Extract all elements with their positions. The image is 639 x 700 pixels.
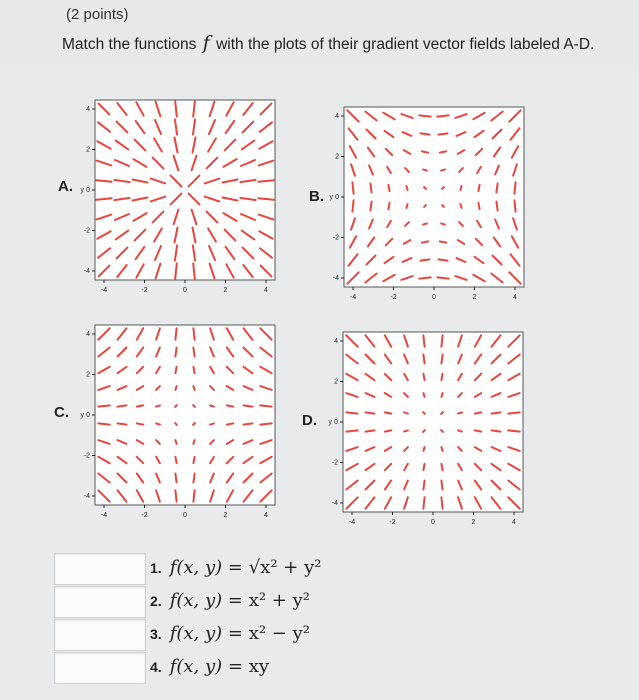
vector-arrow xyxy=(441,481,442,490)
y-tick-label: 2 xyxy=(335,153,339,161)
x-tick-label: 0 xyxy=(183,287,187,294)
vector-arrow xyxy=(244,423,253,424)
vector-arrow xyxy=(441,223,445,224)
vector-arrow xyxy=(460,186,461,190)
vector-arrow xyxy=(460,204,461,208)
vector-arrow xyxy=(193,474,194,483)
vector-arrow xyxy=(175,490,176,501)
vector-arrow xyxy=(441,447,442,451)
vector-field-plot-a xyxy=(80,95,280,305)
vector-arrow xyxy=(441,355,442,364)
vector-arrow xyxy=(370,184,371,193)
vector-arrow xyxy=(175,405,177,407)
vector-arrow xyxy=(423,464,424,470)
vector-arrow xyxy=(496,184,497,193)
answer-input-1[interactable] xyxy=(54,553,146,585)
vector-arrow xyxy=(352,200,353,211)
equation-rhs: x² − y² xyxy=(248,623,310,644)
vector-arrow xyxy=(175,423,177,425)
vector-arrow xyxy=(440,151,446,152)
y-tick-label: 2 xyxy=(334,378,338,386)
vector-arrow xyxy=(210,423,214,424)
y-tick-label: 0 xyxy=(334,419,338,426)
vector-arrow xyxy=(423,497,424,508)
vector-arrow xyxy=(193,423,195,425)
vector-arrow xyxy=(508,430,519,431)
x-tick-label: 2 xyxy=(223,287,228,294)
vector-arrow xyxy=(175,457,176,463)
vector-arrow xyxy=(496,202,497,211)
x-tick-label: 2 xyxy=(472,294,477,301)
vector-arrow xyxy=(423,430,425,432)
y-axis-label: y xyxy=(328,419,332,426)
vector-arrow xyxy=(440,241,446,242)
plot-a-svg xyxy=(80,95,280,305)
vector-arrow xyxy=(475,412,481,413)
equation-number: 4. xyxy=(150,659,162,675)
vector-arrow xyxy=(475,430,481,431)
equation-number: 3. xyxy=(150,626,162,642)
equation-1 xyxy=(150,557,321,578)
vector-arrow xyxy=(118,423,127,424)
plot-c-svg xyxy=(80,320,280,530)
vector-arrow xyxy=(492,412,501,413)
equation-number: 2. xyxy=(150,593,162,609)
equation-rhs: x² + y² xyxy=(248,590,310,611)
vector-arrow xyxy=(421,259,430,260)
x-tick-label: -2 xyxy=(141,512,148,519)
x-tick-label: -2 xyxy=(389,519,396,526)
vector-arrow xyxy=(175,440,176,444)
x-tick-label: -2 xyxy=(141,287,148,294)
y-tick-label: -4 xyxy=(331,500,338,507)
answer-input-3[interactable] xyxy=(54,619,146,651)
x-tick-label: 2 xyxy=(471,519,476,526)
vector-arrow xyxy=(458,430,462,431)
y-tick-label: 0 xyxy=(86,412,90,419)
equation-number: 1. xyxy=(150,560,162,576)
x-tick-label: 0 xyxy=(431,519,435,526)
vector-arrow xyxy=(441,464,442,470)
x-tick-label: 4 xyxy=(264,287,268,294)
vector-arrow xyxy=(422,151,428,152)
vector-arrow xyxy=(193,440,194,444)
vector-arrow xyxy=(423,335,424,346)
equation-lhs: f(x, y) = xyxy=(169,656,243,677)
vector-arrow xyxy=(442,187,444,189)
vector-arrow xyxy=(441,412,443,414)
x-tick-label: -4 xyxy=(100,287,108,294)
vector-arrow xyxy=(137,405,143,406)
prompt-text-before: Match the functions xyxy=(62,36,197,53)
vector-arrow xyxy=(244,405,253,406)
vector-arrow xyxy=(423,169,427,170)
vector-arrow xyxy=(193,405,195,407)
vector-arrow xyxy=(175,386,176,390)
equation-rhs: √x² + y² xyxy=(248,557,322,578)
vector-arrow xyxy=(406,186,407,190)
vector-arrow xyxy=(98,423,109,424)
vector-arrow xyxy=(441,497,442,508)
plot-label-a: A. xyxy=(58,178,73,195)
vector-arrow xyxy=(423,374,424,380)
vector-arrow xyxy=(508,412,519,413)
vector-arrow xyxy=(98,405,109,406)
prompt-text-after: with the plots of their gradient vector fields labeled A-D. xyxy=(216,36,595,53)
plot-label-d: D. xyxy=(302,412,317,429)
vector-arrow xyxy=(421,133,430,134)
y-tick-label: 4 xyxy=(335,113,339,120)
vector-arrow xyxy=(423,481,424,490)
y-tick-label: -2 xyxy=(83,452,90,460)
vector-arrow xyxy=(478,203,479,209)
x-tick-label: 4 xyxy=(513,294,517,301)
plot-b-svg xyxy=(329,102,529,312)
vector-arrow xyxy=(441,169,445,170)
vector-arrow xyxy=(404,430,408,431)
equation-lhs: f(x, y) = xyxy=(169,590,243,611)
vector-arrow xyxy=(437,115,448,116)
vector-arrow xyxy=(346,412,357,413)
y-tick-label: -2 xyxy=(332,234,339,242)
vector-arrow xyxy=(423,393,424,397)
plot-label-c: C. xyxy=(54,404,69,421)
y-tick-label: -2 xyxy=(83,227,90,235)
vector-arrow xyxy=(193,367,194,373)
vector-arrow xyxy=(346,430,357,431)
x-tick-label: 0 xyxy=(432,294,436,301)
y-tick-label: -2 xyxy=(331,459,338,467)
vector-arrow xyxy=(366,412,375,413)
x-tick-label: -4 xyxy=(100,512,108,519)
vector-arrow xyxy=(156,405,160,406)
vector-arrow xyxy=(439,259,448,260)
vector-arrow xyxy=(437,277,448,278)
vector-arrow xyxy=(260,405,271,406)
vector-arrow xyxy=(423,447,424,451)
vector-field-plot-d xyxy=(328,327,528,537)
vector-arrow xyxy=(388,203,389,209)
vector-arrow xyxy=(423,355,424,364)
vector-arrow xyxy=(423,412,425,414)
vector-arrow xyxy=(441,393,442,397)
vector-arrow xyxy=(492,430,501,431)
x-tick-label: 4 xyxy=(512,519,516,526)
vector-arrow xyxy=(260,423,271,424)
vector-arrow xyxy=(156,423,160,424)
vector-arrow xyxy=(514,182,515,193)
plot-label-b: B. xyxy=(309,188,324,205)
answer-input-2[interactable] xyxy=(54,586,146,618)
answer-input-4[interactable] xyxy=(54,652,146,684)
vector-arrow xyxy=(193,348,194,357)
vector-arrow xyxy=(175,348,176,357)
vector-arrow xyxy=(419,115,430,116)
vector-field-plot-c xyxy=(80,320,280,530)
y-tick-label: 4 xyxy=(86,106,90,113)
vector-arrow xyxy=(175,367,176,373)
y-tick-label: -4 xyxy=(83,268,90,275)
vector-arrow xyxy=(193,328,194,339)
y-tick-label: 0 xyxy=(86,187,90,194)
vector-arrow xyxy=(227,405,233,406)
vector-arrow xyxy=(193,457,194,463)
y-tick-label: 2 xyxy=(86,371,90,379)
function-symbol: f xyxy=(202,32,210,54)
equation-3 xyxy=(150,623,310,644)
vector-arrow xyxy=(419,277,430,278)
x-tick-label: 0 xyxy=(183,512,187,519)
vector-arrow xyxy=(366,430,375,431)
question-header xyxy=(0,0,639,70)
vector-arrow xyxy=(370,202,371,211)
y-tick-label: -4 xyxy=(83,493,90,500)
vector-arrow xyxy=(352,182,353,193)
y-tick-label: 0 xyxy=(335,194,339,201)
vector-arrow xyxy=(458,412,462,413)
vector-arrow xyxy=(175,474,176,483)
vector-arrow xyxy=(227,423,233,424)
y-tick-label: 4 xyxy=(334,338,338,345)
vector-field-plot-b xyxy=(329,102,529,312)
vector-arrow xyxy=(439,133,448,134)
equation-rhs: xy xyxy=(248,656,270,677)
vector-arrow xyxy=(422,241,428,242)
points-label: (2 points) xyxy=(66,6,129,23)
vector-arrow xyxy=(424,187,426,189)
vector-arrow xyxy=(118,405,127,406)
vector-arrow xyxy=(424,205,426,207)
question-prompt xyxy=(62,32,594,54)
equation-lhs: f(x, y) = xyxy=(169,623,243,644)
vector-arrow xyxy=(210,405,214,406)
x-tick-label: 2 xyxy=(223,512,228,519)
x-tick-label: 4 xyxy=(264,512,268,519)
x-tick-label: -2 xyxy=(390,294,397,301)
y-axis-label: y xyxy=(80,187,84,194)
vector-arrow xyxy=(478,185,479,191)
vector-arrow xyxy=(193,490,194,501)
vector-arrow xyxy=(442,205,444,207)
vector-arrow xyxy=(385,412,391,413)
vector-arrow xyxy=(423,223,427,224)
x-tick-label: -4 xyxy=(349,294,357,301)
vector-arrow xyxy=(193,386,194,390)
vector-arrow xyxy=(385,430,391,431)
x-tick-label: -4 xyxy=(348,519,356,526)
vector-arrow xyxy=(388,185,389,191)
vector-arrow xyxy=(406,204,407,208)
vector-arrow xyxy=(441,430,443,432)
vector-arrow xyxy=(404,412,408,413)
equation-lhs: f(x, y) = xyxy=(169,557,243,578)
equation-4 xyxy=(150,656,269,677)
plot-d-svg xyxy=(328,327,528,537)
vector-arrow xyxy=(175,328,176,339)
y-axis-label: y xyxy=(80,412,84,419)
y-tick-label: -4 xyxy=(332,275,339,282)
y-tick-label: 4 xyxy=(86,331,90,338)
y-tick-label: 2 xyxy=(86,146,90,154)
vector-arrow xyxy=(441,335,442,346)
vector-arrow xyxy=(514,200,515,211)
equation-2 xyxy=(150,590,310,611)
vector-arrow xyxy=(137,423,143,424)
vector-arrow xyxy=(441,374,442,380)
y-axis-label: y xyxy=(329,194,333,201)
